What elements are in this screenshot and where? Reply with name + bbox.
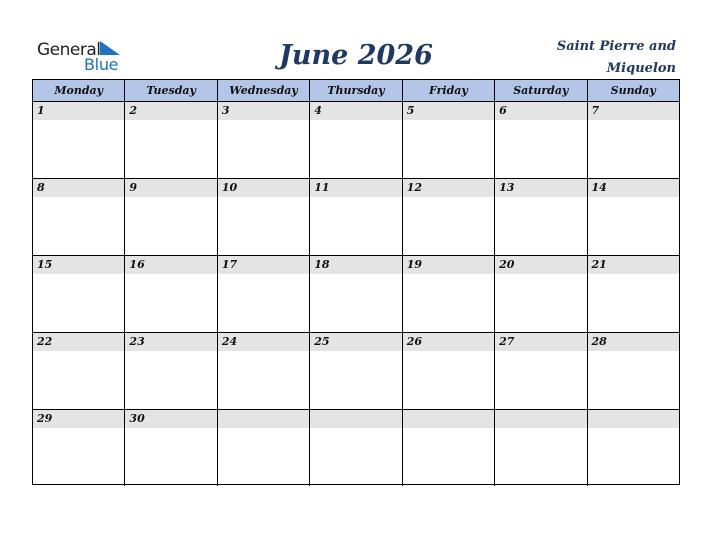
date-number: 28: [591, 335, 607, 348]
date-number: 26: [406, 335, 422, 348]
day-cell: [310, 102, 402, 178]
date-number: 5: [406, 104, 415, 117]
date-band: [588, 410, 679, 428]
logo-word-general: General: [37, 40, 101, 60]
day-cell: [33, 256, 125, 332]
date-band: [33, 179, 124, 197]
week-row: [33, 179, 679, 256]
weekday-wednesday: Wednesday: [218, 80, 310, 101]
day-cell: [125, 410, 217, 486]
date-number: 7: [591, 104, 600, 117]
date-number: 11: [314, 181, 330, 194]
date-band: [495, 102, 586, 120]
calendar-grid: [32, 79, 680, 485]
region-line-2: Miquelon: [606, 61, 676, 76]
date-number: 1: [37, 104, 45, 117]
weekday-sunday: Sunday: [610, 84, 656, 97]
day-cell: [310, 256, 402, 332]
week-row: [33, 102, 679, 179]
date-number: 29: [37, 412, 53, 425]
date-band: [33, 102, 124, 120]
region-line-1: Saint Pierre and: [556, 39, 676, 54]
day-cell: [33, 410, 125, 486]
day-cell: [403, 179, 495, 255]
date-number: 20: [499, 258, 515, 271]
date-number: 6: [499, 104, 507, 117]
date-number: 2: [129, 104, 138, 117]
day-cell: [495, 333, 587, 409]
region-name: [516, 36, 676, 80]
date-band: [218, 410, 309, 428]
day-cell: [310, 333, 402, 409]
day-cell: [495, 102, 587, 178]
date-number: 24: [221, 335, 238, 348]
day-cell: [403, 256, 495, 332]
day-cell: [588, 410, 679, 486]
date-band: [310, 102, 401, 120]
date-number: 10: [221, 181, 238, 194]
weeks-container: [33, 102, 679, 486]
date-number: 14: [591, 181, 607, 194]
date-number: 23: [129, 335, 145, 348]
date-band: [125, 179, 216, 197]
day-cell: [495, 256, 587, 332]
date-number: 27: [499, 335, 515, 348]
weekday-tuesday: Tuesday: [125, 80, 217, 101]
weekday-friday: Friday: [403, 80, 495, 101]
date-number: 18: [314, 258, 330, 271]
day-cell: [33, 333, 125, 409]
date-number: 19: [406, 258, 422, 271]
day-cell: [310, 410, 402, 486]
day-cell: [125, 333, 217, 409]
date-number: 17: [221, 258, 238, 271]
date-number: 4: [314, 104, 322, 117]
logo-word-blue: Blue: [84, 55, 119, 74]
date-band: [218, 102, 309, 120]
day-cell: [125, 256, 217, 332]
date-band: [588, 102, 679, 120]
day-cell: [218, 179, 310, 255]
date-band: [310, 410, 401, 428]
date-number: 30: [129, 412, 145, 425]
date-number: 16: [129, 258, 145, 271]
day-cell: [125, 179, 217, 255]
date-number: 12: [406, 181, 422, 194]
calendar-title: June 2026: [279, 40, 433, 71]
date-band: [403, 102, 494, 120]
day-cell: [218, 333, 310, 409]
day-cell: [588, 333, 679, 409]
day-cell: [218, 410, 310, 486]
weekday-monday: Monday: [33, 80, 125, 101]
date-number: 13: [499, 181, 515, 194]
day-cell: [588, 102, 679, 178]
date-number: 15: [37, 258, 53, 271]
date-number: 3: [221, 104, 230, 117]
day-cell: [495, 410, 587, 486]
weekday-thursday: Thursday: [310, 80, 402, 101]
date-band: [495, 410, 586, 428]
day-cell: [33, 179, 125, 255]
day-cell: [588, 256, 679, 332]
day-cell: [33, 102, 125, 178]
date-band: [125, 102, 216, 120]
week-row: [33, 256, 679, 333]
week-row: [33, 333, 679, 410]
date-number: 9: [129, 181, 138, 194]
day-cell: [310, 179, 402, 255]
date-band: [403, 410, 494, 428]
day-cell: [218, 256, 310, 332]
date-number: 22: [37, 335, 53, 348]
week-row: [33, 410, 679, 486]
day-cell: [588, 179, 679, 255]
date-number: 21: [591, 258, 607, 271]
day-cell: [403, 410, 495, 486]
weekday-saturday: Saturday: [495, 80, 587, 101]
day-cell: [125, 102, 217, 178]
date-number: 8: [37, 181, 45, 194]
day-cell: [495, 179, 587, 255]
day-cell: [403, 102, 495, 178]
day-cell: [403, 333, 495, 409]
weekday-header: [33, 80, 679, 102]
date-number: 25: [314, 335, 330, 348]
day-cell: [218, 102, 310, 178]
